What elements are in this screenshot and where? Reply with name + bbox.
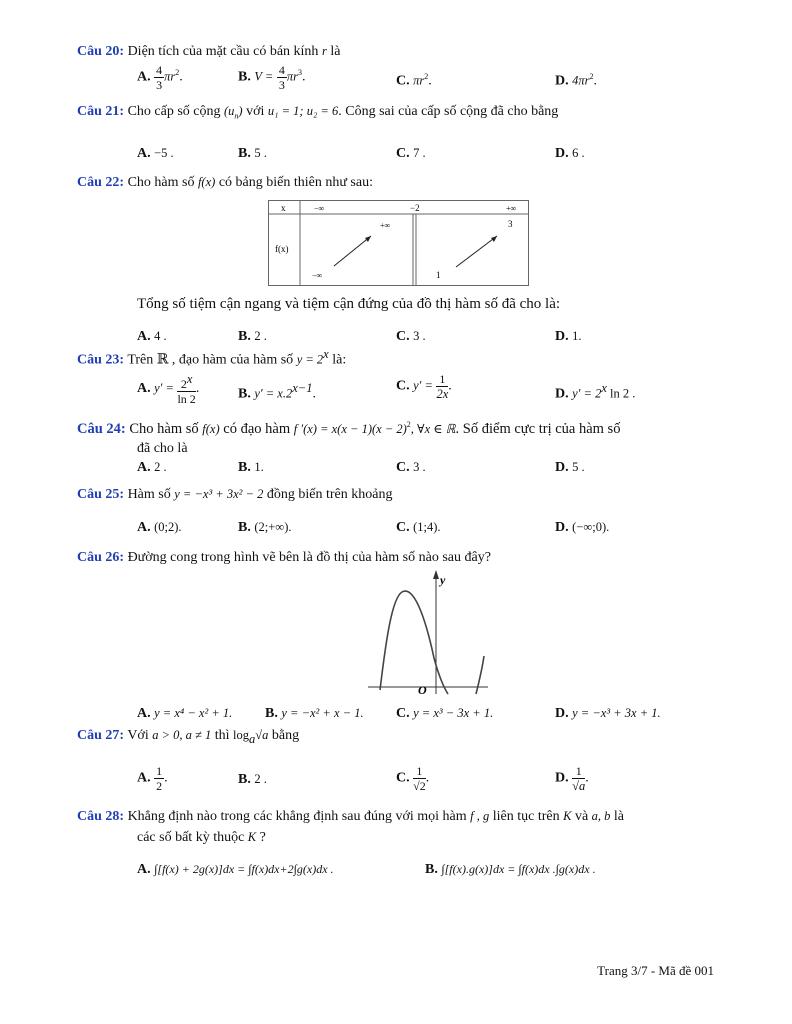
question-24: Câu 24: Cho hàm số f(x) có đạo hàm f $'(x) = x(x - 1)(x - 2)^2$, ∀x ∈ ℝ. Số điểm cực trị của hàm số [77, 420, 621, 437]
question-27: Câu 27: Với a > 0, a ≠ 1 thì $\log_a√a$ bằng [77, 728, 300, 746]
q22-option-a[interactable]: A. 4 . [137, 329, 167, 344]
variation-table [268, 200, 529, 286]
q27-option-b[interactable]: B. 2 . [238, 772, 267, 787]
q20-option-b[interactable]: B. V = $\frac{4}{3}$ $\pi r^3$. [238, 63, 306, 92]
q22-option-c[interactable]: C. 3 . [396, 329, 426, 344]
q20-option-c[interactable]: C. $\pi r^2$. [396, 72, 432, 89]
increase-arrow-right [456, 236, 497, 267]
q24-line2: đã cho là [137, 441, 188, 456]
question-25: Câu 25: Hàm số y = −x³ + 3x² − 2 đồng biến trên khoảng [77, 487, 393, 502]
q25-option-b[interactable]: B. (2;+∞). [238, 520, 292, 535]
table-top-right: 3 [508, 219, 513, 229]
q25-option-a[interactable]: A. (0;2). [137, 520, 182, 535]
q24-option-a[interactable]: A. 2 . [137, 460, 167, 475]
q23-option-d[interactable]: D. $y' = 2^x$ ln 2 . [555, 381, 636, 402]
table-x-m2: −2 [410, 203, 420, 213]
question-20: Câu 20: Diện tích của mặt cầu có bán kính r là [77, 44, 341, 59]
question-28: Câu 28: Khẳng định nào trong các khẳng định sau đúng với mọi hàm f , g liên tục trên K và a, b là [77, 809, 625, 824]
graph-curve-right [476, 656, 484, 694]
q27-option-d[interactable]: D. $\frac{1}{√a}$ . [555, 764, 589, 793]
q22-option-b[interactable]: B. 2 . [238, 329, 267, 344]
q20-option-a[interactable]: A. $\frac{4}{3}$ $\pi r^2$. [137, 63, 183, 92]
q28-option-b[interactable]: B. ∫[f(x).g(x)]dx = ∫f(x)dx .∫g(x)dx . [425, 862, 596, 877]
q26-option-a[interactable]: A. y = x⁴ − x² + 1. [137, 706, 233, 721]
function-graph [368, 570, 488, 701]
page-footer: Trang 3/7 - Mã đề 001 [597, 963, 714, 978]
y-axis-label: y [440, 573, 446, 587]
table-fx-label: f(x) [275, 244, 289, 254]
origin-label: O [418, 683, 427, 696]
y-axis-arrow-icon [433, 570, 439, 579]
q24-option-d[interactable]: D. 5 . [555, 460, 585, 475]
question-21: Câu 21: Cho cấp số cộng $(u_n)$ với u₁ = 1; u₂ = 6. Công sai của cấp số cộng đã cho bằng [77, 104, 559, 121]
table-bot-left: −∞ [312, 271, 323, 280]
q22-option-d[interactable]: D. 1. [555, 329, 582, 344]
q20-option-d[interactable]: D. $4\pi r^2$. [555, 72, 598, 89]
q28-option-a[interactable]: A. ∫[f(x) + 2g(x)]dx = ∫f(x)dx+2∫g(x)dx . [137, 862, 334, 877]
question-26: Câu 26: Đường cong trong hình vẽ bên là đồ thị của hàm số nào sau đây? [77, 550, 491, 565]
q24-option-c[interactable]: C. 3 . [396, 460, 426, 475]
q26-option-b[interactable]: B. y = −x² + x − 1. [265, 706, 364, 721]
table-top-left: +∞ [380, 221, 391, 230]
q21-option-b[interactable]: B. 5 . [238, 146, 267, 161]
q21-option-c[interactable]: C. 7 . [396, 146, 426, 161]
table-bot-right: 1 [436, 270, 441, 280]
question-22: Câu 22: Cho hàm số f(x) có bảng biến thiên như sau: [77, 175, 373, 190]
q26-option-c[interactable]: C. y = x³ − 3x + 1. [396, 706, 494, 721]
table-x-label: x [281, 203, 286, 213]
q28-line2: các số bất kỳ thuộc K ? [137, 830, 266, 845]
question-23: Câu 23: Trên ℝ , đạo hàm của hàm số $y = 2^x$ là: [77, 347, 347, 368]
q26-option-d[interactable]: D. y = −x³ + 3x + 1. [555, 706, 661, 721]
q27-option-a[interactable]: A. $\frac{1}{2}$ . [137, 764, 168, 793]
increase-arrow-left [334, 236, 371, 266]
q25-option-c[interactable]: C. (1;4). [396, 520, 441, 535]
graph-curve-main [380, 591, 448, 694]
q23-option-b[interactable]: B. $y' = x.2^{x-1}$. [238, 381, 316, 402]
q23-option-a[interactable]: A. y′ = $\frac{2^x}{\ln 2}$ . [137, 372, 200, 406]
q27-option-c[interactable]: C. $\frac{1}{√2}$ . [396, 764, 430, 793]
q21-option-a[interactable]: A. −5 . [137, 146, 174, 161]
table-x-pinf: +∞ [506, 204, 517, 213]
table-x-minf: −∞ [314, 204, 325, 213]
q24-option-b[interactable]: B. 1. [238, 460, 264, 475]
q21-option-d[interactable]: D. 6 . [555, 146, 585, 161]
q25-option-d[interactable]: D. (−∞;0). [555, 520, 610, 535]
q22-subtext: Tổng số tiệm cận ngang và tiệm cận đứng của đồ thị hàm số đã cho là: [137, 296, 561, 312]
q23-option-c[interactable]: C. y′ = $\frac{1}{2x}$ . [396, 372, 452, 401]
